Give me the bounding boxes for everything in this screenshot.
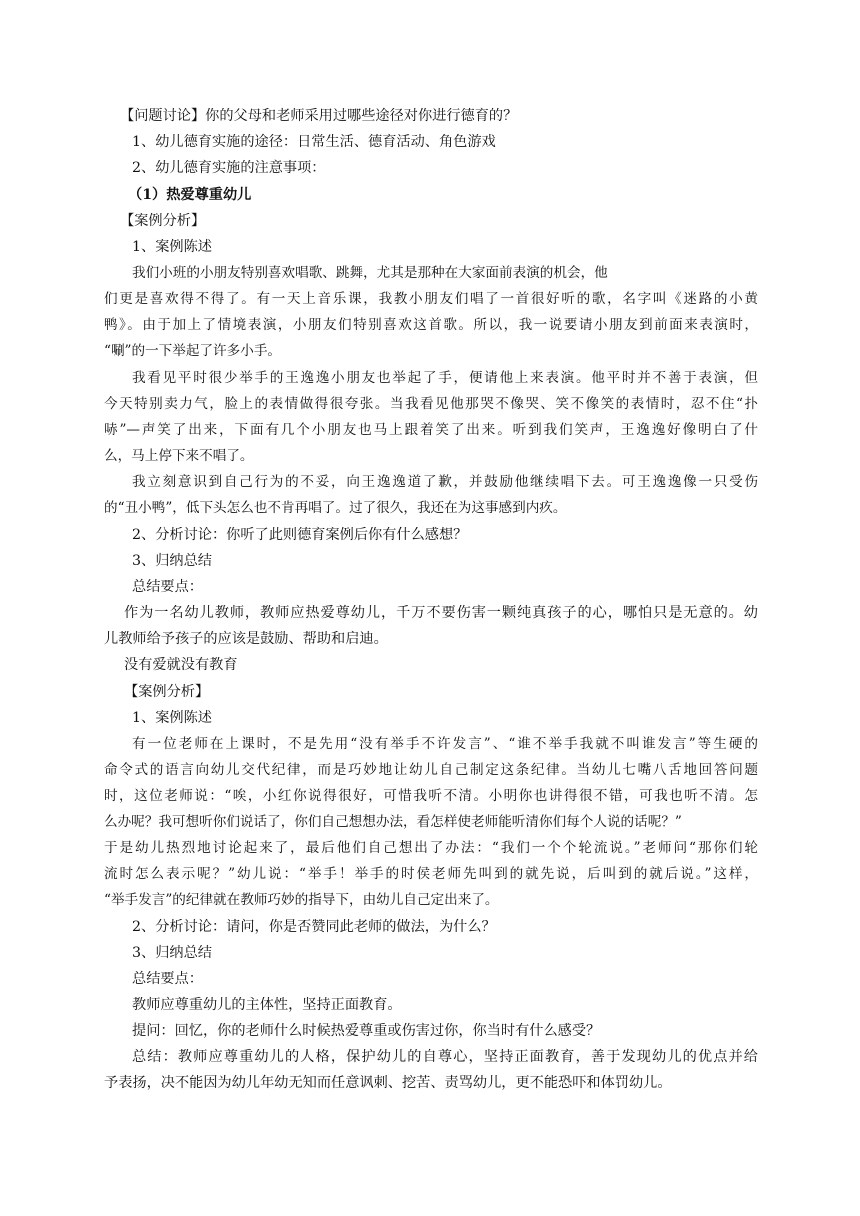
paragraph-line: “举手发言”的纪律就在教师巧妙的指导下，由幼儿自己定出来了。 (104, 892, 499, 908)
paragraph-line: 们更是喜欢得不得了。有一天上音乐课，我教小朋友们唱了一首很好听的歌，名字叫《迷路的小黄 (104, 291, 758, 307)
paragraph-line: “唰”的一下举起了许多小手。 (104, 343, 282, 359)
paragraph-line: 我立刻意识到自己行为的不妥，向王逸逸道了歉，并鼓励他继续唱下去。可王逸逸像一只受伤 (132, 474, 758, 490)
paragraph-line: 的“丑小鸭”，低下头怎么也不肯再唱了。过了很久，我还在为这事感到内疚。 (104, 500, 567, 516)
analysis-discussion: 2、分析讨论：你听了此则德育案例后你有什么感想？ (132, 527, 468, 543)
paragraph-line: 有一位老师在上课时，不是先用“没有举手不许发言”、“谁不举手我就不叫谁发言”等生硬的 (132, 736, 758, 752)
section-heading-love: 没有爱就没有教育 (124, 657, 238, 673)
case-analysis-label: 【案例分析】 (124, 684, 210, 700)
paragraph-line: 么办呢？我可想听你们说话了，你们自己想想办法，看怎样使老师能听清你们每个人说的话呢？” (104, 814, 682, 830)
case-analysis-label: 【案例分析】 (120, 213, 206, 229)
summary-text: 教师应尊重幼儿的主体性，坚持正面教育。 (132, 997, 402, 1013)
paragraph-line: 哧”—声笑了出来，下面有几个小朋友也马上跟着笑了出来。听到我们笑声，王逸逸好像明白了什 (104, 422, 758, 438)
paragraph-line: 流时怎么表示呢？”幼儿说：“举手！举手的时侯老师先叫到的就先说，后叫到的就后说。”这样， (104, 866, 758, 882)
summary-points-label: 总结要点： (132, 971, 203, 987)
question-text: 提问：回忆，你的老师什么时候热爱尊重或伤害过你，你当时有什么感受？ (132, 1023, 601, 1039)
paragraph-line: 么，马上停下来不唱了。 (104, 448, 254, 464)
summary-text: 儿教师给予孩子的应该是鼓励、帮助和启迪。 (104, 631, 388, 647)
paragraph-line: 命令式的语言向幼儿交代纪律，而是巧妙地让幼儿自己制定这条纪律。当幼儿七嘴八舌地回答问题 (104, 762, 758, 778)
summary-points-label: 总结要点： (132, 579, 203, 595)
paragraph-line: 于是幼儿热烈地讨论起来了，最后他们自己想出了办法：“我们一个个轮流说。”老师问“那你们轮 (104, 840, 758, 856)
summary-text: 予表扬，决不能因为幼儿年幼无知而任意讽刺、挖苦、责骂幼儿，更不能恐吓和体罚幼儿。 (104, 1075, 672, 1091)
summary-label: 3、归纳总结 (132, 945, 212, 961)
discussion-question: 【问题讨论】你的父母和老师采用过哪些途径对你进行德育的？ (120, 108, 518, 124)
list-item-approaches: 1、幼儿德育实施的途径：日常生活、德育活动、角色游戏 (132, 134, 496, 150)
paragraph-line: 我们小班的小朋友特别喜欢唱歌、跳舞，尤其是那种在大家面前表演的机会，他 (132, 265, 608, 281)
paragraph-line: 我看见平时很少举手的王逸逸小朋友也举起了手，便请他上来表演。他平时并不善于表演，但 (132, 370, 758, 386)
summary-label: 3、归纳总结 (132, 553, 212, 569)
analysis-discussion: 2、分析讨论：请问，你是否赞同此老师的做法，为什么？ (132, 919, 496, 935)
summary-text: 总结：教师应尊重幼儿的人格，保护幼儿的自尊心，坚持正面教育，善于发现幼儿的优点并给 (132, 1049, 758, 1065)
list-item-notes: 2、幼儿德育实施的注意事项： (132, 160, 326, 176)
paragraph-line: 鸭》。由于加上了情境表演，小朋友们特别喜欢这首歌。所以，我一说要请小朋友到前面来表演时， (104, 317, 758, 333)
summary-text: 作为一名幼儿教师，教师应热爱尊幼儿，千万不要伤害一颗纯真孩子的心，哪怕只是无意的。幼 (124, 605, 758, 621)
paragraph-line: 今天特别卖力气，脸上的表情做得很夸张。当我看见他那哭不像哭、笑不像笑的表情时，忍不住“扑 (104, 396, 758, 412)
case-statement-label: 1、案例陈述 (132, 239, 212, 255)
paragraph-line: 时，这位老师说：“唉，小红你说得很好，可惜我听不清。小明你也讲得很不错，可我也听不清。怎 (104, 788, 758, 804)
section-heading: （1）热爱尊重幼儿 (128, 187, 252, 203)
case-statement-label: 1、案例陈述 (132, 710, 212, 726)
